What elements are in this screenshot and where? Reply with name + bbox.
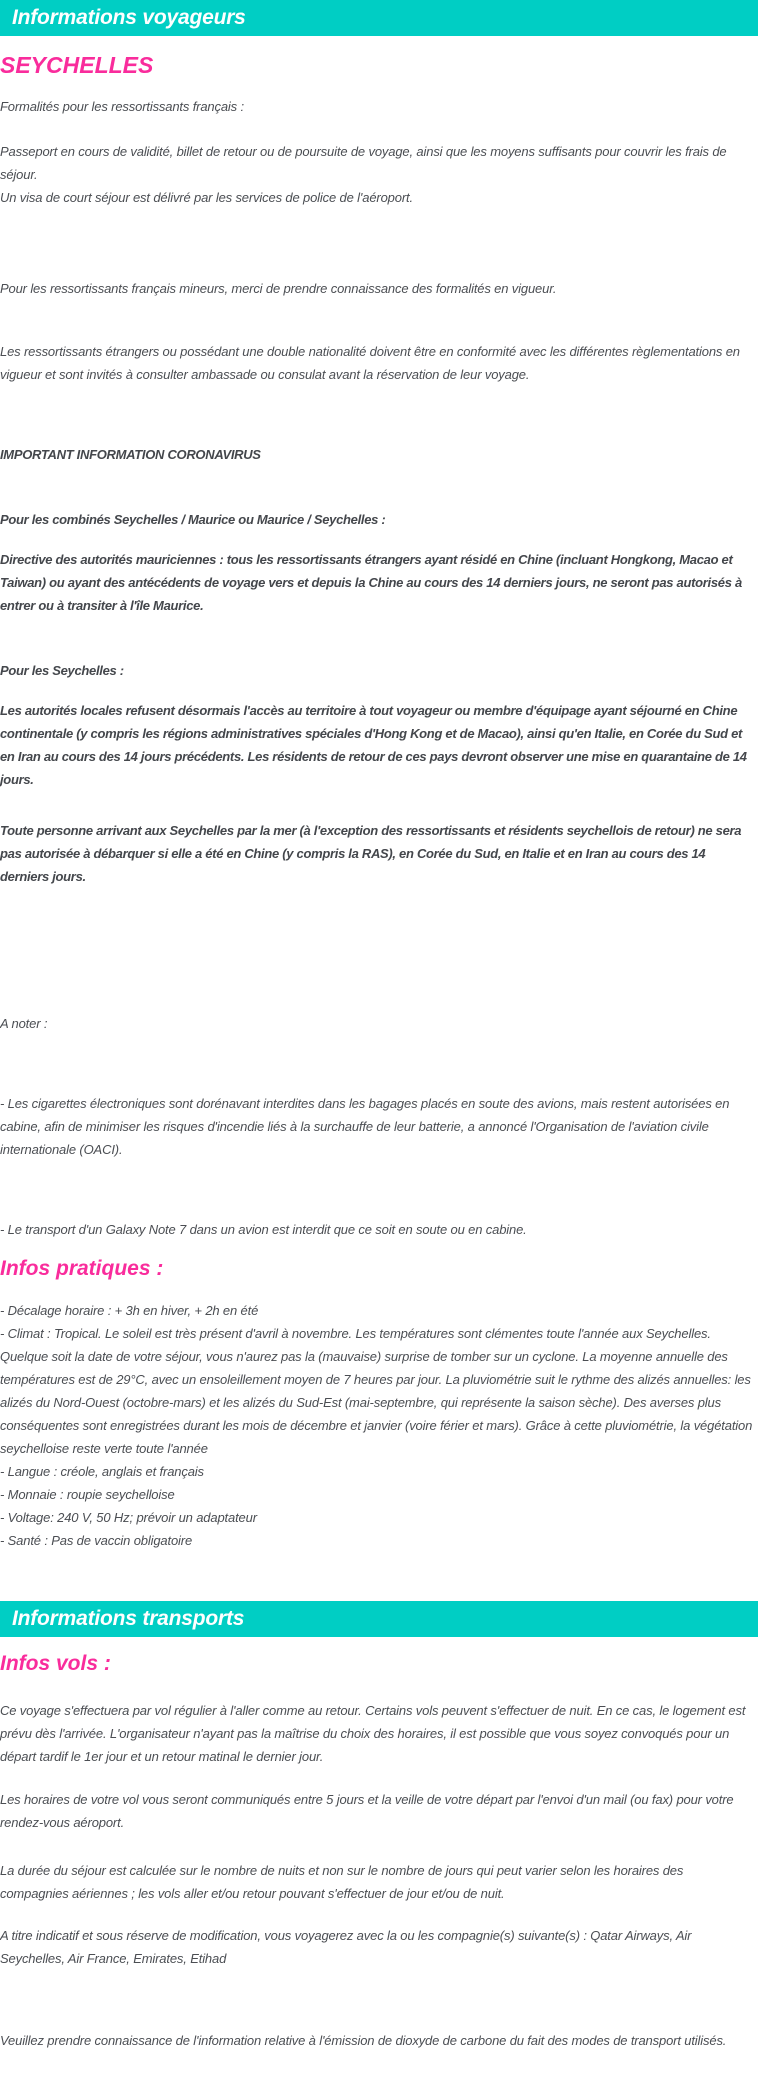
list-item-sante: - Santé : Pas de vaccin obligatoire xyxy=(0,1533,193,1548)
vol-regulier-paragraph: Ce voyage s'effectuera par vol régulier à l'aller comme au retour. Certains vols peuvent s'effectuer de nuit. En ce cas, le logement est prévu dès l'arrivée. L'organisateur n'ayant pas la maîtrise du choix des horaires, il est possible que vous soyez convoqués pour un départ tardif le 1er jour et un retour matinal le dernier jour. xyxy=(0,1703,746,1764)
country-title: SEYCHELLES xyxy=(0,52,154,78)
list-item-monnaie: - Monnaie : roupie seychelloise xyxy=(0,1487,175,1502)
list-item-climat: - Climat : Tropical. Le soleil est très présent d'avril à novembre. Les températures sont clémentes toute l'année aux Seychelles. Quelque soit la date de votre séjour, vous n'aurez pas la (mauvaise) surprise de tomber sur un cyclone. La moyenne annuelle des températures est de 29°C, avec un ensoleillement moyen de 7 heures par jour. La pluviométrie suit le rythme des alizés annuelles: les alizés du Nord-Ouest (octobre-mars) et les alizés du Sud-Est (mai-septembre, qui représente la saison sèche). Des averses plus conséquentes sont enregistrées durant les mois de décembre et janvier (voire férier et mars). Grâce à cette pluviométrie, la végétation seychelloise reste verte toute l'année xyxy=(0,1326,753,1456)
infos-pratiques-title: Infos pratiques : xyxy=(0,1257,164,1280)
passeport-paragraph: Passeport en cours de validité, billet de retour ou de poursuite de voyage, ainsi que les moyens suffisants pour couvrir les frais de séjour. xyxy=(0,144,727,182)
horaires-paragraph: Les horaires de votre vol vous seront communiqués entre 5 jours et la veille de votre départ par l'envoi d'un mail (ou fax) pour votre rendez-vous aéroport. xyxy=(0,1792,734,1830)
compagnies-paragraph: A titre indicatif et sous réserve de modification, vous voyagerez avec la ou les compagnie(s) suivante(s) : Qatar Airways, Air Seychelles, Air France, Emirates, Etihad xyxy=(0,1928,692,1966)
etrangers-paragraph: Les ressortissants étrangers ou possédant une double nationalité doivent être en conformité avec les différentes règlementations en vigueur et sont invités à consulter ambassade ou consulat avant la réservation de leur voyage. xyxy=(0,344,740,382)
galaxy-paragraph: - Le transport d'un Galaxy Note 7 dans un avion est interdit que ce soit en soute ou en cabine. xyxy=(0,1222,527,1237)
section-header-transports xyxy=(0,1601,758,1637)
combines-heading: Pour les combinés Seychelles / Maurice ou Maurice / Seychelles : xyxy=(0,512,386,527)
duree-paragraph: La durée du séjour est calculée sur le nombre de nuits et non sur le nombre de jours qui peut varier selon les horaires des compagnies aériennes ; les vols aller et/ou retour pouvant s'effectuer de jour et/ou de nuit. xyxy=(0,1863,684,1901)
section-header-transports-title: Informations transports xyxy=(12,1607,245,1630)
seychelles-heading: Pour les Seychelles : xyxy=(0,663,124,678)
co2-paragraph: Veuillez prendre connaissance de l'information relative à l'émission de dioxyde de carbone du fait des modes de transport utilisés. xyxy=(0,2033,727,2048)
cigarettes-paragraph: - Les cigarettes électroniques sont dorénavant interdites dans les bagages placés en soute des avions, mais restent autorisées en cabine, afin de minimiser les risques d'incendie liés à la surchauffe de leur batterie, a annoncé l'Organisation de l'aviation civile internationale (OACI). xyxy=(0,1096,730,1157)
section-header-voyageurs-title: Informations voyageurs xyxy=(12,6,246,29)
infos-pratiques-list xyxy=(0,1299,758,1552)
a-noter-label: A noter : xyxy=(0,1016,48,1031)
list-item-voltage: - Voltage: 240 V, 50 Hz; prévoir un adaptateur xyxy=(0,1510,257,1525)
section-header-voyageurs xyxy=(0,0,758,36)
list-item-langue: - Langue : créole, anglais et français xyxy=(0,1464,204,1479)
infos-vols-title: Infos vols : xyxy=(0,1652,111,1675)
mineurs-paragraph: Pour les ressortissants français mineurs, merci de prendre connaissance des formalités en vigueur. xyxy=(0,281,557,296)
mer-paragraph: Toute personne arrivant aux Seychelles par la mer (à l'exception des ressortissants et résidents seychellois de retour) ne sera pas autorisée à débarquer si elle a été en Chine (y compris la RAS), en Corée du Sud, en Italie et en Iran au cours des 14 derniers jours. xyxy=(0,823,742,884)
directive-paragraph: Directive des autorités mauriciennes : tous les ressortissants étrangers ayant résidé en Chine (incluant Hongkong, Macao et Taiwan) ou ayant des antécédents de voyage vers et depuis la Chine au cours des 14 derniers jours, ne seront pas autorisés à entrer ou à transiter à l'île Maurice. xyxy=(0,552,742,613)
list-item-decalage: - Décalage horaire : + 3h en hiver, + 2h en été xyxy=(0,1303,259,1318)
visa-paragraph: Un visa de court séjour est délivré par les services de police de l'aéroport. xyxy=(0,190,413,205)
autorites-paragraph: Les autorités locales refusent désormais l'accès au territoire à tout voyageur ou membre d'équipage ayant séjourné en Chine continentale (y compris les régions administratives spéciales d'Hong Kong et de Macao), ainsi qu'en Italie, en Corée du Sud et en Iran au cours des 14 jours précédents. Les résidents de retour de ces pays devront observer une mise en quarantaine de 14 jours. xyxy=(0,703,747,787)
coronavirus-heading: IMPORTANT INFORMATION CORONAVIRUS xyxy=(0,447,261,462)
formalites-paragraph: Formalités pour les ressortissants français : xyxy=(0,99,244,114)
